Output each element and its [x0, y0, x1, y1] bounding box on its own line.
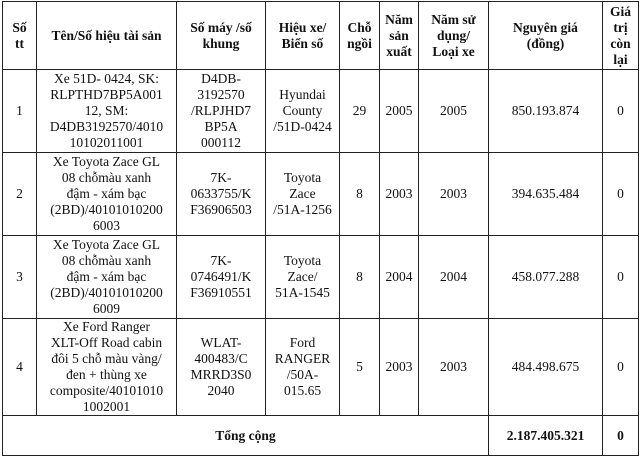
cell-asset-name: Xe Toyota Zace GL 08 chỗmàu xanh đậm - xám bạc (2BD)/40101010200 6009 — [37, 236, 177, 319]
header-engine-chassis: Số máy /số khung — [177, 2, 266, 70]
cell-use-year: 2003 — [419, 319, 489, 416]
table-row — [3, 153, 639, 236]
total-label: Tổng cộng — [3, 416, 489, 456]
cell-manufacture-year: 2005 — [380, 70, 419, 153]
cell-residual-value: 0 — [603, 236, 639, 319]
total-residual-value: 0 — [603, 416, 639, 456]
cell-original-cost: 484.498.675 — [489, 319, 603, 416]
table-row — [3, 70, 639, 153]
cell-manufacture-year: 2003 — [380, 153, 419, 236]
cell-asset-name: Xe 51D- 0424, SK: RLPTHD7BP5A001 12, SM: D4DB3192570/4010 10102011001 — [37, 70, 177, 153]
cell-asset-name: Xe Ford Ranger XLT-Off Road cabin đôi 5 chỗ màu vàng/ đen + thùng xe composite/40101010 1002001 — [37, 319, 177, 416]
cell-use-year: 2004 — [419, 236, 489, 319]
cell-seats: 8 — [340, 153, 380, 236]
cell-engine-chassis: 7K- 0746491/K F36910551 — [177, 236, 266, 319]
total-original-cost: 2.187.405.321 — [489, 416, 603, 456]
header-asset-name: Tên/Số hiệu tài sản — [37, 2, 177, 70]
cell-stt: 4 — [3, 319, 37, 416]
cell-stt: 1 — [3, 70, 37, 153]
cell-brand-plate: Hyundai County /51D-0424 — [266, 70, 340, 153]
table-body — [3, 70, 639, 416]
header-original-cost: Nguyên giá (đồng) — [489, 2, 603, 70]
header-brand-plate: Hiệu xe/ Biển số — [266, 2, 340, 70]
cell-manufacture-year: 2003 — [380, 319, 419, 416]
cell-seats: 8 — [340, 236, 380, 319]
table-row — [3, 319, 639, 416]
cell-seats: 5 — [340, 319, 380, 416]
table-footer — [3, 416, 639, 456]
cell-manufacture-year: 2004 — [380, 236, 419, 319]
cell-engine-chassis: D4DB- 3192570 /RLPJHD7 BP5A 000112 — [177, 70, 266, 153]
cell-seats: 29 — [340, 70, 380, 153]
cell-residual-value: 0 — [603, 153, 639, 236]
asset-table — [2, 1, 639, 456]
cell-asset-name: Xe Toyota Zace GL 08 chỗmàu xanh đậm - xám bạc (2BD)/40101010200 6003 — [37, 153, 177, 236]
header-manufacture-year: Năm sản xuất — [380, 2, 419, 70]
cell-brand-plate: Toyota Zace /51A-1256 — [266, 153, 340, 236]
cell-use-year: 2005 — [419, 70, 489, 153]
cell-original-cost: 394.635.484 — [489, 153, 603, 236]
header-seats: Chỗ ngồi — [340, 2, 380, 70]
asset-document — [0, 1, 640, 456]
header-stt: Số tt — [3, 2, 37, 70]
header-use-year: Năm sử dụng/ Loại xe — [419, 2, 489, 70]
cell-stt: 3 — [3, 236, 37, 319]
total-row — [3, 416, 639, 456]
cell-residual-value: 0 — [603, 319, 639, 416]
cell-brand-plate: Toyota Zace/ 51A-1545 — [266, 236, 340, 319]
header-residual-value: Giá trị còn lại — [603, 2, 639, 70]
header-row — [3, 2, 639, 70]
cell-brand-plate: Ford RANGER /50A- 015.65 — [266, 319, 340, 416]
cell-residual-value: 0 — [603, 70, 639, 153]
cell-engine-chassis: 7K- 0633755/K F36906503 — [177, 153, 266, 236]
table-row — [3, 236, 639, 319]
cell-original-cost: 458.077.288 — [489, 236, 603, 319]
cell-stt: 2 — [3, 153, 37, 236]
cell-original-cost: 850.193.874 — [489, 70, 603, 153]
cell-use-year: 2003 — [419, 153, 489, 236]
table-header — [3, 2, 639, 70]
cell-engine-chassis: WLAT- 400483/C MRRD3S0 2040 — [177, 319, 266, 416]
